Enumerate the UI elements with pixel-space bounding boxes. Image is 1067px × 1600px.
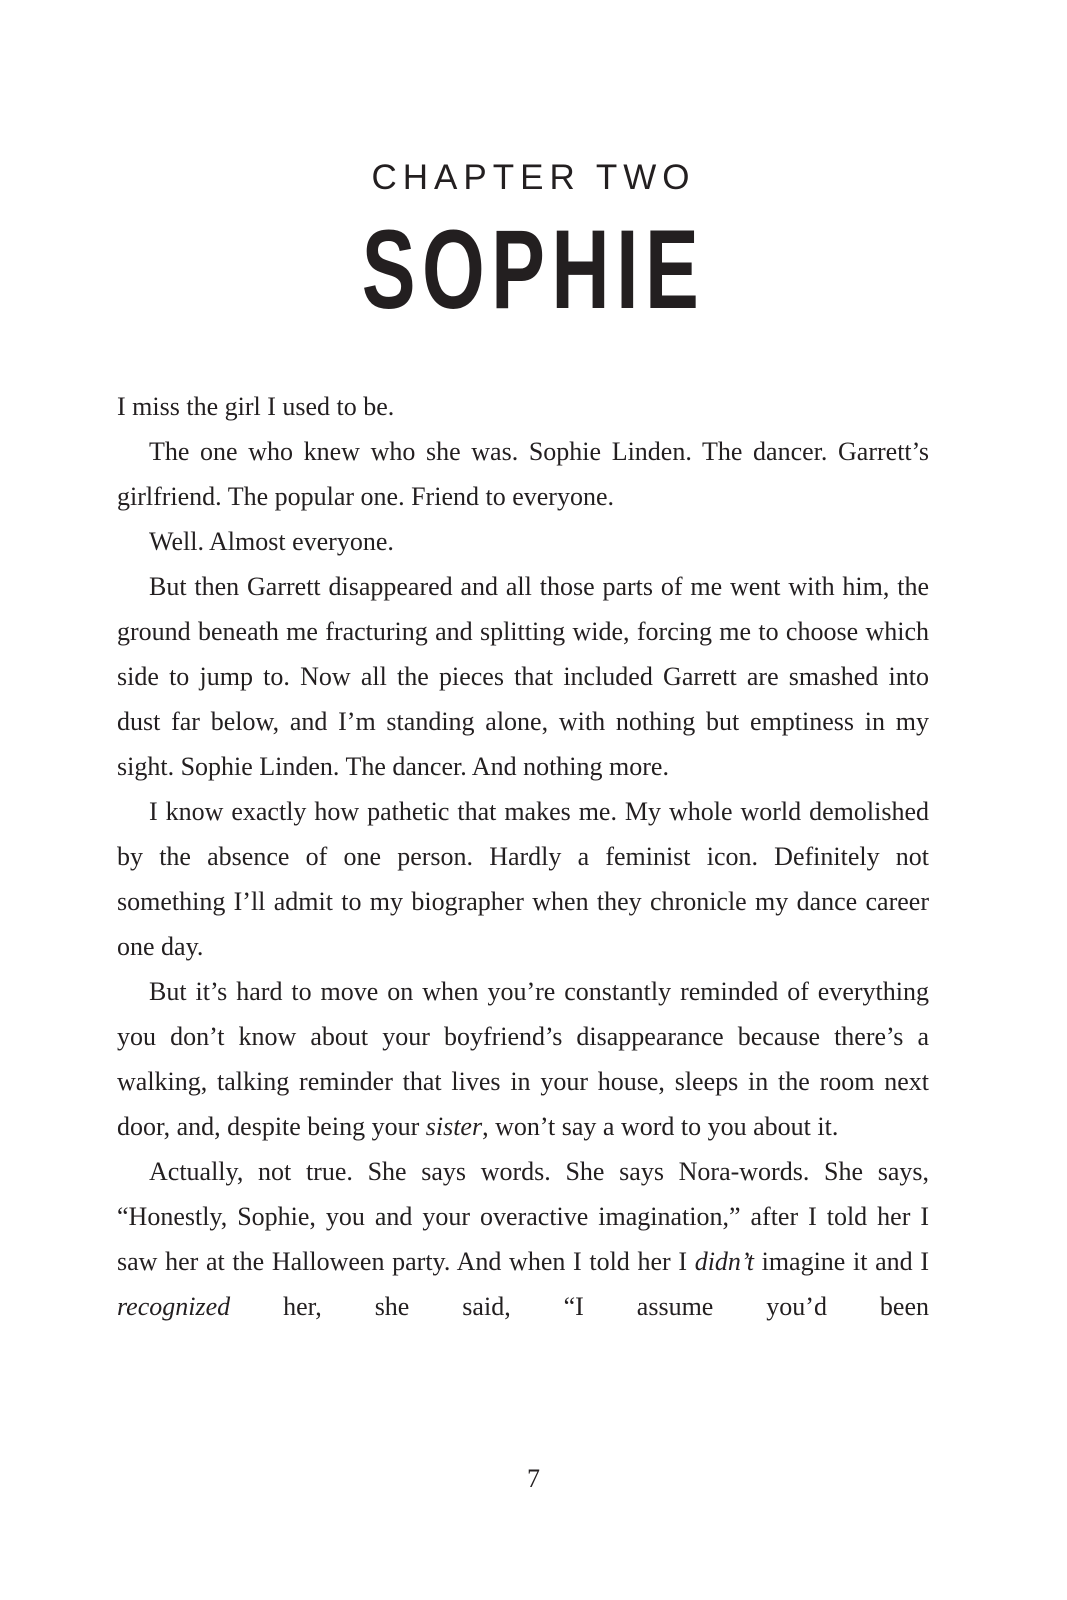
paragraph-text: imagine it and I [753, 1247, 929, 1276]
paragraph: I know exactly how pathetic that makes me. My whole world demolished by the absence of one person. Hardly a feminist icon. Definitely not something I’ll admit to my biographer when they chronicle my dance career one day. [117, 797, 929, 961]
emphasis-text: recognized [117, 1292, 231, 1321]
chapter-title: SOPHIE [361, 207, 706, 332]
paragraph-text: , won’t say a word to you about it. [482, 1112, 839, 1141]
paragraph: Well. Almost everyone. [149, 527, 394, 556]
paragraph [117, 1149, 929, 1329]
paragraph-text: her, she said, “I assume you’d been [230, 1292, 929, 1321]
paragraph: The one who knew who she was. Sophie Linden. The dancer. Garrett’s girlfriend. The popular one. Friend to everyone. [117, 437, 929, 511]
emphasis-text: didn’t [694, 1247, 754, 1276]
paragraph: But then Garrett disappeared and all those parts of me went with him, the ground beneath me fracturing and splitting wide, forcing me to choose which side to jump to. Now all the pieces that included Garrett are smashed into dust far below, and I’m standing alone, with nothing but emptiness in my sight. Sophie Linden. The dancer. And nothing more. [117, 572, 929, 781]
chapter-label: CHAPTER TWO [371, 158, 696, 197]
emphasis-text: sister [425, 1112, 483, 1141]
paragraph-text: But it’s hard to move on when you’re constantly reminded of everything you don’t know about your boyfriend’s disappearance because there’s a walking, talking reminder that lives in your house, sleeps in the room next door, and, despite being your [117, 977, 929, 1141]
page-number: 7 [527, 1464, 540, 1493]
body-text [117, 384, 929, 1329]
paragraph: I miss the girl I used to be. [117, 392, 395, 421]
paragraph [117, 969, 929, 1149]
paragraph-text: Actually, not true. She says words. She says Nora-words. She says, “Honestly, Sophie, you and your overactive imagination,” after I told her I saw her at the Halloween party. And when I told her I [117, 1157, 929, 1276]
